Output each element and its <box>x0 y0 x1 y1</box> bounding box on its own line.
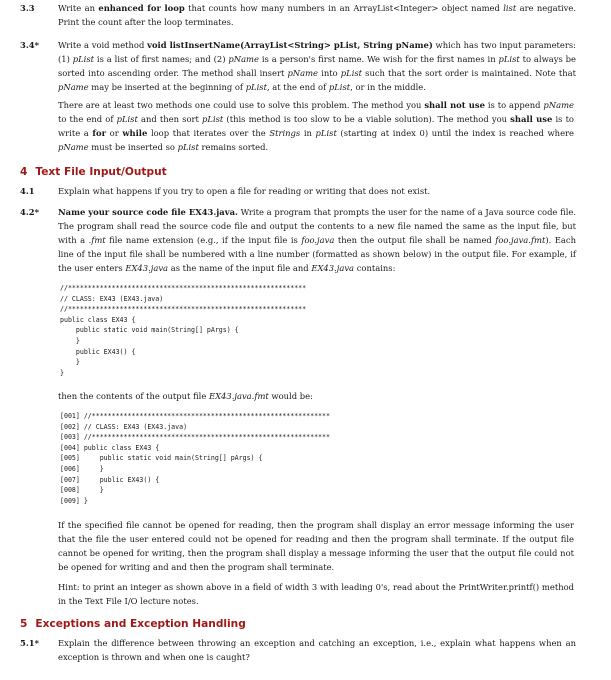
text-run: shall not use <box>424 100 485 110</box>
text-run: pName <box>228 54 259 64</box>
exercise-number: 4.2* <box>20 207 39 217</box>
exercise-number: 3.3 <box>20 3 35 13</box>
text-run: or <box>106 128 123 138</box>
text-run: is a person's first name. We wish for the first names in <box>258 54 499 64</box>
section-number: 5 <box>20 618 28 630</box>
exercise-number: 5.1* <box>20 638 39 648</box>
text-run: must be inserted so <box>88 142 178 152</box>
paragraph-hint <box>58 580 574 608</box>
text-run: pList <box>315 128 337 138</box>
exercise-text <box>58 1 576 29</box>
text-run: , at the end of <box>266 82 329 92</box>
text-run: Write a program that prompts the user for the name of a Java source code file. The program shall read the source code file and output the contents to a new file named the same as the input file, but with a <box>58 207 576 245</box>
text-run: then the contents of the output file <box>58 391 209 401</box>
text-run: There are at least two methods one could use to solve this problem. The method you <box>58 100 425 110</box>
exercise-3-4 <box>20 38 576 94</box>
text-run: pName <box>58 82 89 92</box>
exercise-text <box>58 205 576 275</box>
text-run: Strings <box>269 128 301 138</box>
section-heading-5 <box>20 618 246 630</box>
text-run: If the specified file cannot be opened for reading, then the program shall display an error message informing the user that the file the user entered could not be opened for reading and then the program shall terminate. If the output file cannot be opened for writing, then the program shall display a message informing the user that the output file could not be opened for writing and and then the program shall terminate. <box>58 520 574 572</box>
text-run: enhanced for loop <box>98 3 185 13</box>
text-run: while <box>122 128 148 138</box>
text-run: Write an <box>58 3 99 13</box>
text-run: EX43.java <box>125 263 169 273</box>
text-run: as the name of the input file and <box>168 263 312 273</box>
text-run: pName <box>543 100 574 110</box>
text-run: and then sort <box>137 114 203 124</box>
text-run: pList <box>245 82 267 92</box>
text-run: Hint: to print an integer as shown above in a field of width 3 with leading 0's, read about the PrintWriter.printf() method in the Text File I/O lecture notes. <box>58 582 574 606</box>
text-run: pList <box>116 114 138 124</box>
text-run: Explain what happens if you try to open a file for reading or writing that does not exist. <box>58 186 431 196</box>
text-run: Write a void method <box>58 40 148 50</box>
text-run: Name your source code file EX43.java. <box>58 207 238 217</box>
text-run: pList <box>202 114 224 124</box>
text-run: would be: <box>268 391 313 401</box>
text-run: pList <box>177 142 199 152</box>
text-run: file name extension (e.g., if the input file is <box>105 235 302 245</box>
text-run: .fmt <box>88 235 106 245</box>
text-run: EX43.java <box>311 263 355 273</box>
paragraph-output-intro <box>58 389 574 403</box>
exercise-4-1 <box>20 184 576 198</box>
text-run: (starting at index 0) until the index is reached where <box>336 128 574 138</box>
text-run: ). Each line of the input file shall be numbered with a line number (formatted as shown below) in the output file. For example, if the user enters <box>58 235 576 273</box>
text-run: shall use <box>510 114 553 124</box>
text-run: contains: <box>354 263 396 273</box>
text-run: void listInsertName(ArrayList<String> pList, String pName) <box>147 40 433 50</box>
code-listing-input: //************************************************************ // CLASS: EX43 (EX43.java) //************************************************************ public class EX43 { public static void main(String[] pArgs) { } public EX43() { } } <box>60 284 307 377</box>
exercise-number: 3.4* <box>20 40 39 50</box>
exercise-4-2 <box>20 205 576 275</box>
text-run: pList <box>72 54 95 64</box>
code-listing-output: [001] //************************************************************ [002] // CLASS: EX43 (EX43.java) [003] //************************************************************ [004] public class EX43 { [005] public static void main(String[] pArgs) { [006] } [007] public EX43() { [008] } [009] } <box>60 412 330 505</box>
text-run: pList <box>328 82 351 92</box>
text-run: pList <box>498 54 520 64</box>
text-run: is to append <box>484 100 544 110</box>
paragraph-method-note <box>58 98 574 154</box>
exercise-text <box>58 184 576 198</box>
text-run: , or in the middle. <box>350 82 426 92</box>
exercise-text <box>58 636 576 664</box>
text-run: pName <box>287 68 319 78</box>
exercise-text <box>58 38 576 94</box>
text-run: then the output file shall be named <box>334 235 496 245</box>
text-run: that counts how many numbers in an ArrayList<Integer> object named <box>184 3 504 13</box>
text-run: is to write a <box>58 114 574 138</box>
text-run: which has two input parameters: (1) <box>58 40 576 64</box>
text-run: pName <box>58 142 89 152</box>
text-run: in <box>300 128 316 138</box>
text-run: loop that iterates over the <box>147 128 270 138</box>
text-run: pList <box>340 68 363 78</box>
section-heading-4 <box>20 166 167 178</box>
text-run: to always be sorted into ascending order. The method shall insert <box>58 54 576 78</box>
exercise-number: 4.1 <box>20 186 35 196</box>
text-run: (this method is too slow to be a viable solution). The method you <box>223 114 511 124</box>
text-run: are negative. Print the count after the loop terminates. <box>58 3 577 27</box>
exercise-3-3 <box>20 1 576 29</box>
text-run: into <box>318 68 341 78</box>
text-run: may be inserted at the beginning of <box>88 82 246 92</box>
exercise-5-1 <box>20 636 576 664</box>
section-number: 4 <box>20 166 28 178</box>
text-run: Explain the difference between throwing an exception and catching an exception, i.e., explain what happens when an exception is thrown and when one is caught? <box>58 638 576 662</box>
section-title: Exceptions and Exception Handling <box>35 618 246 630</box>
text-run: foo.java.fmt <box>495 235 546 245</box>
text-run: for <box>92 128 107 138</box>
text-run: list <box>503 3 517 13</box>
text-run: such that the sort order is maintained. Note that <box>362 68 576 78</box>
text-run: is a list of first names; and (2) <box>94 54 229 64</box>
text-run: foo.java <box>301 235 335 245</box>
text-run: to the end of <box>58 114 117 124</box>
text-run: EX43.java.fmt <box>208 391 269 401</box>
section-title: Text File Input/Output <box>35 166 167 178</box>
text-run: remains sorted. <box>198 142 269 152</box>
paragraph-error-handling <box>58 518 574 574</box>
